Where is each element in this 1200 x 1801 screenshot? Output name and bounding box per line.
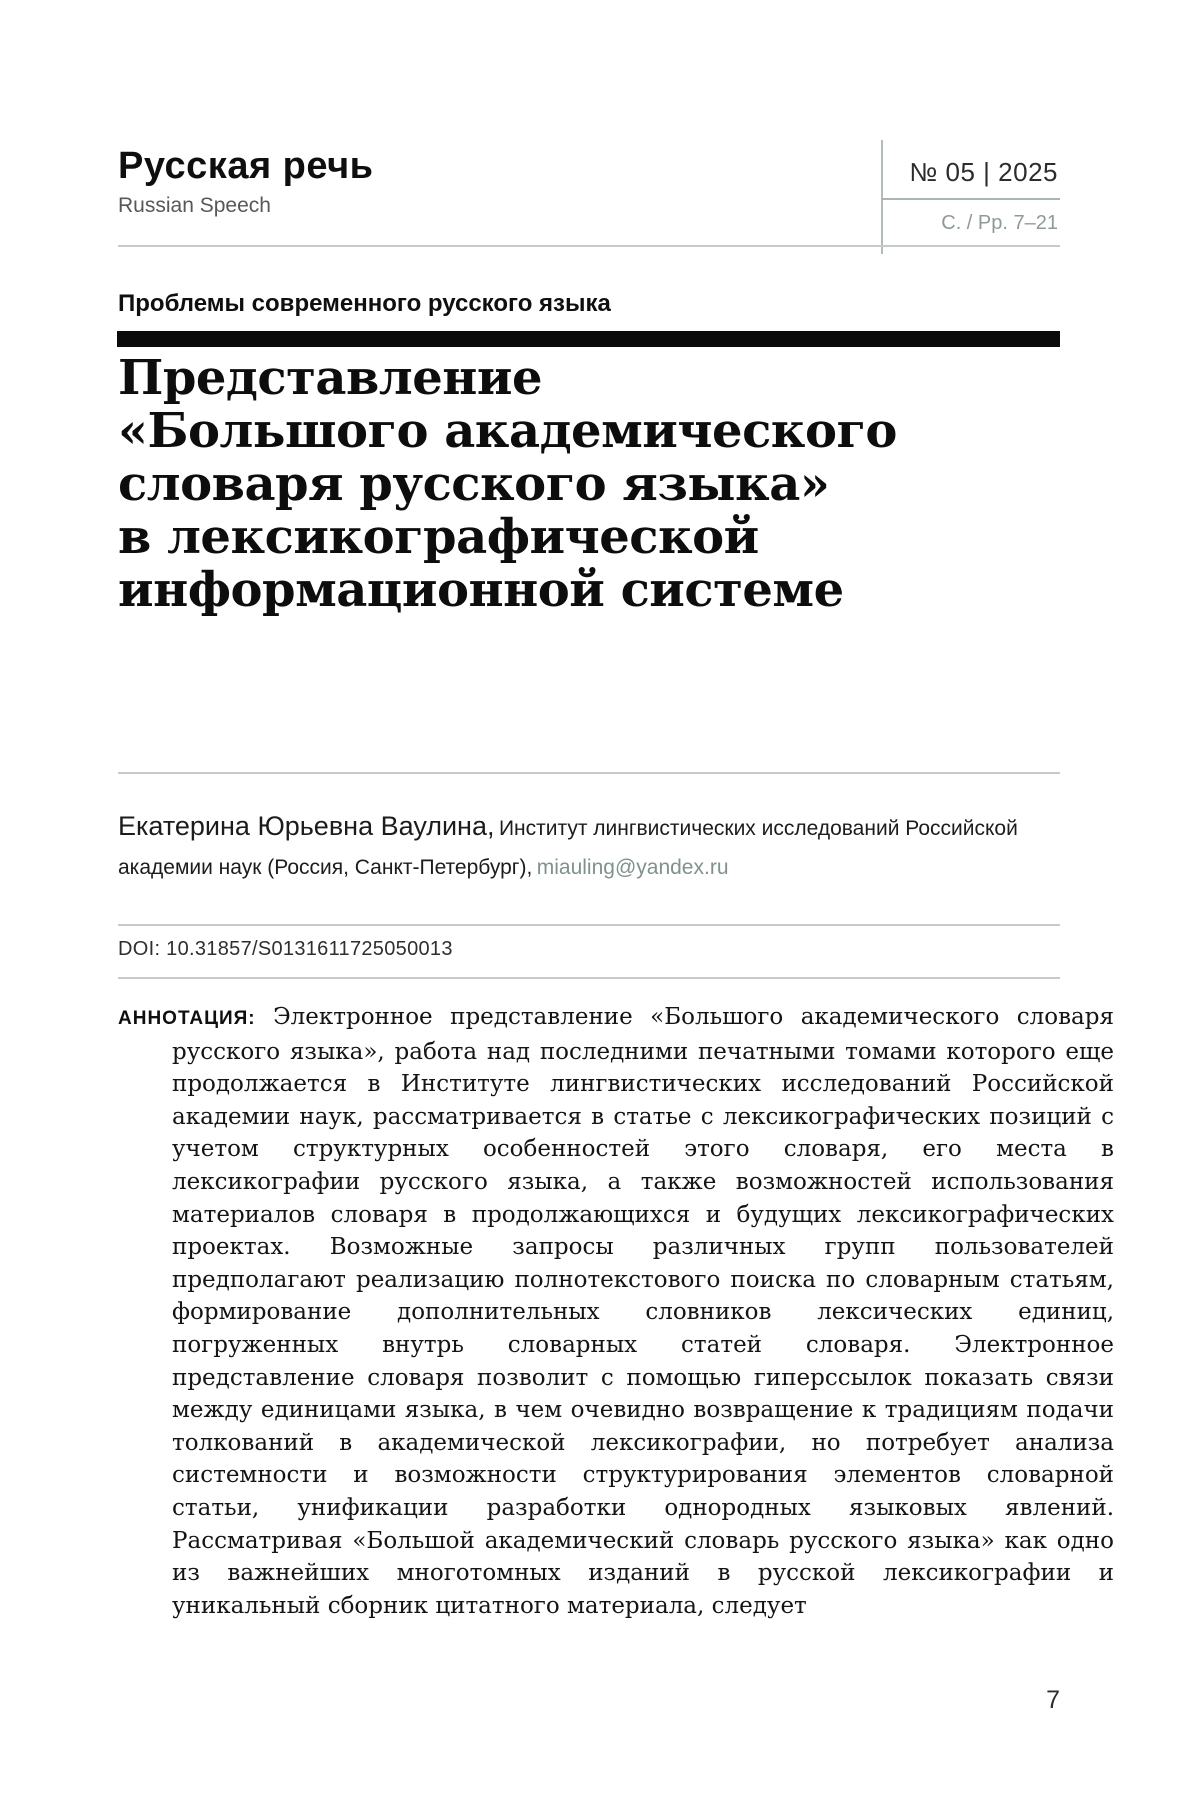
doi: DOI: 10.31857/S0131611725050013	[118, 938, 453, 960]
pages-range: С. / Pp. 7–21	[941, 212, 1058, 234]
page-number: 7	[1046, 1686, 1060, 1714]
abstract-text: Электронное представление «Большого академического словаря русского языка», работа над последними печатными томами которого еще продолжается в Институте лингвистических исследований Российской академии наук, рассматривается в статье с лексикографических позиций с учетом структурных особенностей этого словаря, его места в лексикографии русского языка, а также возможностей использования материалов словаря в продолжающихся и будущих лексикографических проектах. Возможные запросы различных групп пользователей предполагают реализацию полнотекстового поиска по словарным статьям, формирование дополнительных словников лексических единиц, погруженных внутрь словарных статей словаря. Электронное представление словаря позволит с помощью гиперссылок показать связи между единицами языка, в чем очевидно возвращение к традициям подачи толкований в академической лексикографии, но потребует анализа системности и возможности структурирования элементов словарной статьи, унификации разработки однородных языковых явлений. Рассматривая «Большой академический словарь русского языка» как одно из важнейших многотомных изданий в русской лексикографии и уникальный сборник цитатного материала, следует	[172, 1004, 1114, 1619]
section-heading: Проблемы современного русского языка	[118, 290, 611, 317]
article-title-line: словаря русского языка»	[118, 456, 830, 512]
abstract	[118, 1001, 1114, 1622]
article-title-line: информационной системе	[118, 562, 844, 618]
article-title	[118, 352, 1060, 617]
abstract-label: АННОТАЦИЯ:	[118, 1008, 256, 1029]
article-title-line: Представление	[118, 350, 542, 406]
journal-name: Русская речь	[118, 145, 374, 187]
article-title-line: в лексикографической	[118, 509, 759, 565]
section-divider-bar	[117, 331, 1060, 347]
author-affiliation: Институт лингвистических исследований Российской	[498, 817, 1018, 840]
issue-number: № 05 | 2025	[909, 157, 1058, 187]
article-title-line: «Большого академического	[118, 403, 897, 459]
author-name: Екатерина Юрьевна Ваулина,	[118, 811, 495, 841]
header-bottom-rule	[118, 245, 1060, 247]
author-block	[118, 808, 1060, 888]
author-email-link[interactable]: miauling@yandex.ru	[536, 856, 729, 879]
doi-bottom-rule	[118, 977, 1060, 979]
issue-divider-line	[881, 198, 1060, 200]
author-top-rule	[118, 772, 1060, 774]
doi-top-rule	[118, 924, 1060, 926]
journal-subtitle: Russian Speech	[118, 194, 271, 217]
author-affiliation: академии наук (Россия, Санкт-Петербург),	[118, 856, 533, 879]
